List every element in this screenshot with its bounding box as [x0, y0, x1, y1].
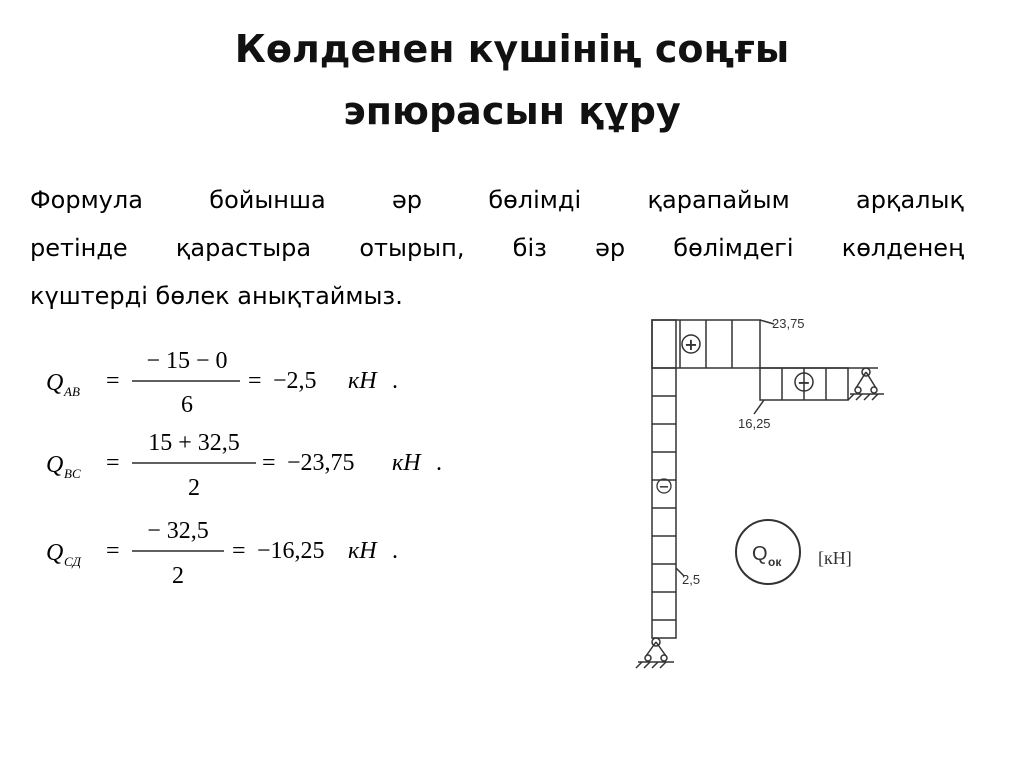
word: бөлімді [488, 186, 582, 214]
formula-cd [46, 518, 398, 589]
word: бөлімдегі [673, 234, 794, 262]
legend-q: Q [752, 543, 768, 565]
equals-sign: = [248, 368, 262, 394]
unit: кН [348, 538, 377, 564]
title-line-1: Көлденен күшінің соңғы [234, 27, 790, 71]
word: әр [391, 186, 422, 214]
word: отырып, [359, 234, 465, 262]
legend-unit: [кН] [818, 548, 852, 568]
formulas [0, 0, 460, 620]
equals-sign: = [232, 538, 246, 564]
denominator: 2 [172, 563, 184, 589]
result-value: −2,5 [273, 368, 317, 394]
period: . [392, 368, 398, 394]
period: . [392, 538, 398, 564]
equals-sign: = [106, 368, 120, 394]
equals-sign: = [106, 538, 120, 564]
shear-force-diagram [560, 300, 1000, 700]
word: қарастыра [175, 234, 312, 262]
formula-ab [46, 348, 398, 418]
value-label-left: 2,5 [682, 572, 701, 587]
word: біз [512, 234, 547, 262]
value-label-mid: 16,25 [738, 416, 771, 431]
word: ретінде [30, 234, 128, 262]
word: әр [595, 234, 626, 262]
word: көлденең [841, 234, 964, 262]
q-symbol: Q [46, 370, 64, 396]
unit: кН [348, 368, 377, 394]
numerator: 15 + 32,5 [148, 430, 240, 456]
denominator: 2 [188, 475, 200, 501]
leader-line [754, 400, 764, 414]
minus-sign-marker [657, 479, 671, 495]
svg-text:−: − [658, 480, 670, 495]
bottom-pin-support [636, 638, 674, 668]
word: арқалық [856, 186, 964, 214]
q-subscript: BC [64, 466, 81, 481]
formula-bc [46, 430, 442, 501]
unit: кН [392, 450, 421, 476]
denominator: 6 [181, 392, 193, 418]
word: Формула [30, 186, 143, 214]
numerator: − 15 − 0 [146, 348, 228, 374]
svg-text:−: − [797, 373, 811, 392]
value-label-top: 23,75 [772, 316, 805, 331]
q-symbol: Q [46, 540, 64, 566]
result-value: −23,75 [287, 450, 355, 476]
legend-subscript: ок [768, 555, 782, 569]
plus-sign-marker [682, 335, 700, 354]
legend [736, 520, 852, 584]
q-subscript: СД [64, 554, 81, 569]
minus-sign-marker [795, 373, 813, 392]
word: қарапайым [647, 186, 790, 214]
title-line-2: эпюрасын құру [343, 89, 681, 133]
paragraph-line-3: күштерді бөлек анықтаймыз. [30, 282, 403, 310]
period: . [436, 450, 442, 476]
right-pin-support [848, 368, 884, 400]
equals-sign: = [262, 450, 276, 476]
equals-sign: = [106, 450, 120, 476]
word: бойынша [209, 186, 326, 214]
numerator: − 32,5 [147, 518, 209, 544]
result-value: −16,25 [257, 538, 325, 564]
q-subscript: AB [64, 384, 80, 399]
q-symbol: Q [46, 452, 64, 478]
svg-text:+: + [684, 335, 698, 354]
